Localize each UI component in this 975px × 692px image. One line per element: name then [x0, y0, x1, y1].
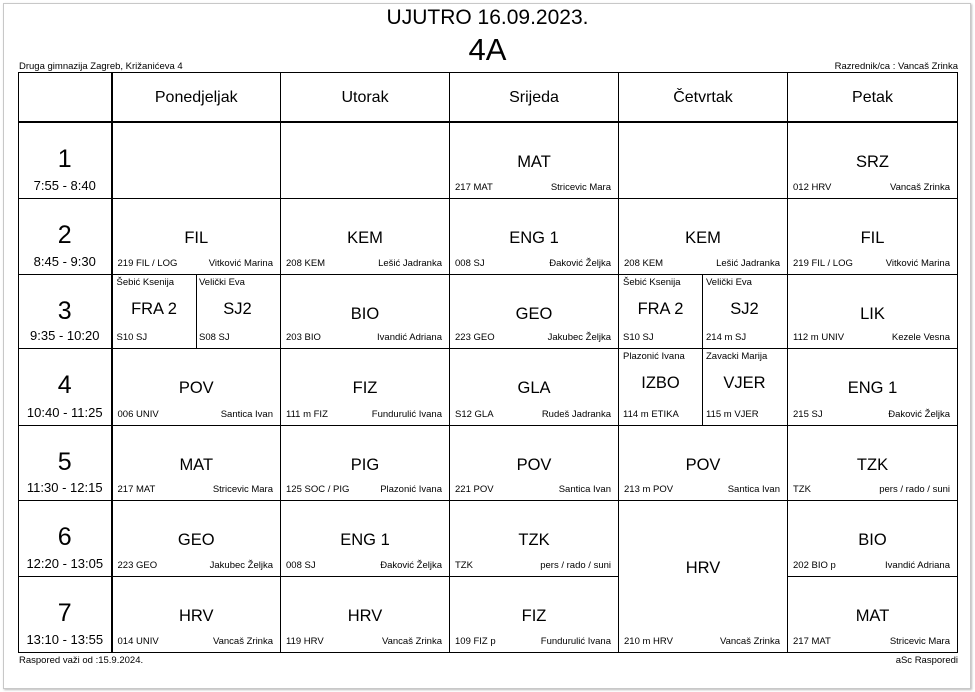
app-credit: aSc Rasporedi [895, 655, 958, 666]
lesson-room: 217 MAT [793, 635, 831, 647]
lesson-teacher: Plazonić Ivana [623, 350, 685, 362]
lesson-subject: BIO [858, 530, 887, 549]
lesson-cell[interactable] [450, 425, 619, 500]
lesson-subject: GEO [515, 304, 553, 323]
lesson-subject: FIL [860, 228, 885, 247]
lesson-teacher: pers / rado / suni [540, 559, 611, 571]
day-header-monday: Ponedjeljak [112, 73, 281, 123]
lesson-teacher: Rudeš Jadranka [541, 408, 611, 420]
lesson-teacher: Kezele Vesna [891, 331, 950, 343]
lesson-teacher: Vitković Marina [208, 257, 273, 269]
lesson-subject: BIO [350, 304, 380, 323]
lesson-cell-empty [619, 122, 788, 198]
schedule-title: UJUTRO 16.09.2023. [386, 6, 589, 29]
lesson-teacher: Santica Ivan [727, 483, 780, 495]
lesson-room: 008 SJ [286, 559, 316, 571]
lesson-cell[interactable] [112, 576, 281, 652]
period-number: 7 [57, 598, 72, 627]
lesson-cell[interactable] [281, 576, 450, 652]
lesson-room: 215 SJ [793, 408, 823, 420]
period-cell [19, 500, 112, 576]
lesson-cell[interactable] [112, 348, 281, 425]
lesson-teacher: pers / rado / suni [879, 483, 950, 495]
lesson-room: 223 GEO [117, 559, 158, 571]
period-cell [19, 576, 112, 652]
period-number: 3 [57, 296, 72, 325]
period-row-7 [19, 576, 958, 652]
lesson-cell-split [619, 348, 788, 425]
lesson-subject: IZBO [641, 373, 680, 392]
lesson-room: TZK [455, 559, 473, 571]
period-cell [19, 274, 112, 348]
lesson-room: 223 GEO [455, 331, 495, 343]
lesson-subject: ENG 1 [340, 530, 390, 549]
lesson-subject: FIL [184, 228, 209, 247]
split-group [113, 275, 281, 348]
lesson-room: S10 SJ [116, 331, 148, 343]
lesson-room: 221 POV [455, 483, 494, 495]
lesson-cell-empty [112, 122, 281, 198]
class-name: 4A [468, 32, 507, 67]
lesson-teacher: Stricevic Mara [212, 483, 273, 495]
lesson-room: 119 HRV [286, 635, 324, 647]
corner-cell [19, 73, 112, 123]
valid-from-note: Raspored važi od :15.9.2024. [19, 655, 144, 666]
period-cell [19, 122, 112, 198]
lesson-cell[interactable] [450, 122, 619, 198]
lesson-cell[interactable] [450, 576, 619, 652]
lesson-room: S10 SJ [623, 331, 654, 343]
lesson-subject: SJ2 [223, 299, 252, 318]
lesson-group-b[interactable] [702, 349, 787, 425]
lesson-room: 213 m POV [624, 483, 674, 495]
lesson-teacher: Vancaš Zrinka [212, 635, 273, 647]
lesson-teacher: Jakubec Željka [209, 559, 273, 571]
lesson-room: 006 UNIV [117, 408, 159, 420]
lesson-subject: LIK [860, 304, 885, 323]
lesson-room: S08 SJ [199, 331, 230, 343]
lesson-subject: TZK [856, 455, 889, 474]
lesson-teacher: Vitković Marina [885, 257, 950, 269]
lesson-teacher: Đaković Željka [888, 408, 950, 420]
lesson-cell[interactable] [450, 500, 619, 576]
lesson-cell[interactable] [450, 198, 619, 274]
lesson-teacher: Jakubec Željka [547, 331, 611, 343]
lesson-room: 014 UNIV [117, 635, 159, 647]
lesson-room: 112 m UNIV [793, 331, 845, 343]
period-number: 4 [57, 370, 72, 399]
lesson-cell[interactable] [281, 274, 450, 348]
period-number: 1 [57, 145, 72, 173]
class-teacher: Razrednik/ca : Vancaš Zrinka [834, 61, 958, 72]
lesson-teacher: Vancaš Zrinka [889, 181, 950, 193]
lesson-room: 202 BIO p [793, 559, 836, 571]
lesson-room: 214 m SJ [706, 331, 747, 343]
lesson-teacher: Vancaš Zrinka [381, 635, 442, 647]
lesson-subject: HRV [178, 606, 214, 625]
lesson-teacher: Fundurulić Ivana [540, 635, 611, 647]
lesson-cell[interactable] [619, 198, 788, 274]
lesson-cell[interactable] [112, 198, 281, 274]
lesson-cell[interactable] [450, 274, 619, 348]
lesson-cell[interactable] [788, 425, 958, 500]
lesson-teacher: Đaković Željka [549, 257, 611, 269]
lesson-teacher: Vancaš Zrinka [719, 635, 780, 647]
period-row-4 [19, 348, 958, 425]
period-cell [19, 198, 112, 274]
lesson-teacher: Plazonić Ivana [380, 483, 442, 495]
lesson-subject: TZK [518, 530, 550, 549]
period-cell [19, 425, 112, 500]
lesson-room: 208 KEM [286, 257, 326, 269]
lesson-room: 109 FIZ p [455, 635, 496, 647]
period-time: 13:10 - 13:55 [26, 631, 104, 647]
lesson-cell-double[interactable] [619, 500, 788, 652]
lesson-room: 210 m HRV [624, 635, 673, 647]
lesson-subject: KEM [685, 228, 721, 247]
lesson-cell[interactable] [619, 425, 788, 500]
day-header-thursday: Četvrtak [619, 73, 788, 123]
lesson-cell[interactable] [112, 500, 281, 576]
lesson-teacher: Fundurulić Ivana [371, 408, 442, 420]
lesson-group-b[interactable] [702, 275, 787, 348]
lesson-teacher: Santica Ivan [220, 408, 273, 420]
lesson-cell[interactable] [112, 425, 281, 500]
lesson-teacher: Stricevic Mara [889, 635, 950, 647]
period-time: 10:40 - 11:25 [26, 404, 103, 420]
lesson-group-a[interactable] [619, 275, 703, 348]
lesson-cell-split [112, 274, 281, 348]
lesson-cell[interactable] [281, 198, 450, 274]
split-group [619, 275, 787, 348]
lesson-room: 219 FIL / LOG [117, 257, 178, 269]
lesson-subject: HRV [685, 558, 721, 577]
lesson-room: 208 KEM [624, 257, 664, 269]
lesson-cell[interactable] [788, 348, 958, 425]
lesson-subject: FIZ [521, 606, 547, 625]
lesson-teacher: Santica Ivan [558, 483, 611, 495]
period-number: 6 [57, 522, 72, 551]
period-time: 11:30 - 12:15 [26, 479, 103, 495]
period-time: 7:55 - 8:40 [33, 177, 96, 193]
lesson-subject: ENG 1 [847, 378, 898, 397]
timetable [18, 72, 958, 653]
lesson-subject: FRA 2 [131, 299, 177, 318]
lesson-group-b[interactable] [195, 275, 280, 348]
period-row-1 [19, 122, 958, 198]
lesson-room: 217 MAT [455, 181, 493, 193]
lesson-subject: ENG 1 [509, 228, 559, 247]
lesson-teacher: Zavacki Marija [706, 350, 768, 362]
lesson-room: 111 m FIZ [286, 408, 328, 420]
period-row-3 [19, 274, 958, 348]
lesson-cell[interactable] [788, 198, 958, 274]
lesson-room: 114 m ETIKA [623, 408, 679, 420]
lesson-cell[interactable] [788, 274, 958, 348]
lesson-teacher: Ivandić Adriana [377, 331, 442, 343]
lesson-teacher: Šebić Ksenija [116, 276, 175, 288]
period-cell [19, 348, 112, 425]
lesson-room: 203 BIO [286, 331, 321, 343]
lesson-cell-split [619, 274, 788, 348]
day-header-tuesday: Utorak [281, 73, 450, 123]
lesson-teacher: Velički Eva [199, 276, 245, 288]
lesson-teacher: Lešić Jadranka [716, 257, 780, 269]
period-row-2 [19, 198, 958, 274]
lesson-teacher: Stricevic Mara [550, 181, 611, 193]
lesson-teacher: Velički Eva [706, 276, 752, 288]
lesson-room: S12 GLA [455, 408, 494, 420]
period-number: 2 [57, 220, 72, 249]
lesson-cell[interactable] [281, 500, 450, 576]
lesson-subject: HRV [347, 606, 383, 625]
split-group [619, 349, 787, 425]
lesson-subject: FRA 2 [637, 299, 684, 318]
lesson-teacher: Ivandić Adriana [885, 559, 950, 571]
lesson-subject: MAT [855, 606, 890, 625]
lesson-subject: POV [178, 378, 214, 397]
day-header-friday: Petak [788, 73, 958, 123]
lesson-subject: POV [516, 455, 552, 474]
period-number: 5 [57, 447, 72, 476]
lesson-cell-empty [281, 122, 450, 198]
lesson-subject: POV [685, 455, 721, 474]
lesson-teacher: Đaković Željka [380, 559, 442, 571]
lesson-room: 219 FIL / LOG [793, 257, 853, 269]
lesson-teacher: Šebić Ksenija [623, 276, 681, 288]
lesson-room: 217 MAT [117, 483, 156, 495]
period-time: 9:35 - 10:20 [30, 327, 100, 343]
lesson-subject: VJER [723, 373, 766, 392]
lesson-subject: GLA [517, 378, 551, 397]
period-row-5 [19, 425, 958, 500]
lesson-cell[interactable] [281, 425, 450, 500]
lesson-cell[interactable] [788, 500, 958, 576]
lesson-subject: SJ2 [730, 299, 759, 318]
lesson-cell[interactable] [450, 348, 619, 425]
lesson-subject: KEM [347, 228, 383, 247]
lesson-room: TZK [793, 483, 811, 495]
period-time: 12:20 - 13:05 [26, 555, 104, 571]
period-row-6 [19, 500, 958, 576]
lesson-teacher: Lešić Jadranka [378, 257, 442, 269]
lesson-room: 125 SOC / PIG [286, 483, 350, 495]
lesson-subject: FIZ [352, 378, 378, 397]
lesson-room: 008 SJ [455, 257, 485, 269]
school-name: Druga gimnazija Zagreb, Križanićeva 4 [19, 61, 183, 72]
lesson-subject: SRZ [856, 153, 889, 171]
period-time: 8:45 - 9:30 [33, 253, 96, 269]
lesson-group-a[interactable] [619, 349, 703, 425]
lesson-cell[interactable] [788, 122, 958, 198]
lesson-subject: PIG [350, 455, 380, 474]
lesson-subject: GEO [177, 530, 215, 549]
lesson-subject: MAT [517, 153, 551, 171]
lesson-cell[interactable] [281, 348, 450, 425]
lesson-room: 115 m VJER [706, 408, 759, 420]
days-header-row [19, 73, 958, 123]
lesson-room: 012 HRV [793, 181, 832, 193]
lesson-group-a[interactable] [113, 275, 197, 348]
day-header-wednesday: Srijeda [450, 73, 619, 123]
lesson-cell[interactable] [788, 576, 958, 652]
lesson-subject: MAT [179, 455, 214, 474]
